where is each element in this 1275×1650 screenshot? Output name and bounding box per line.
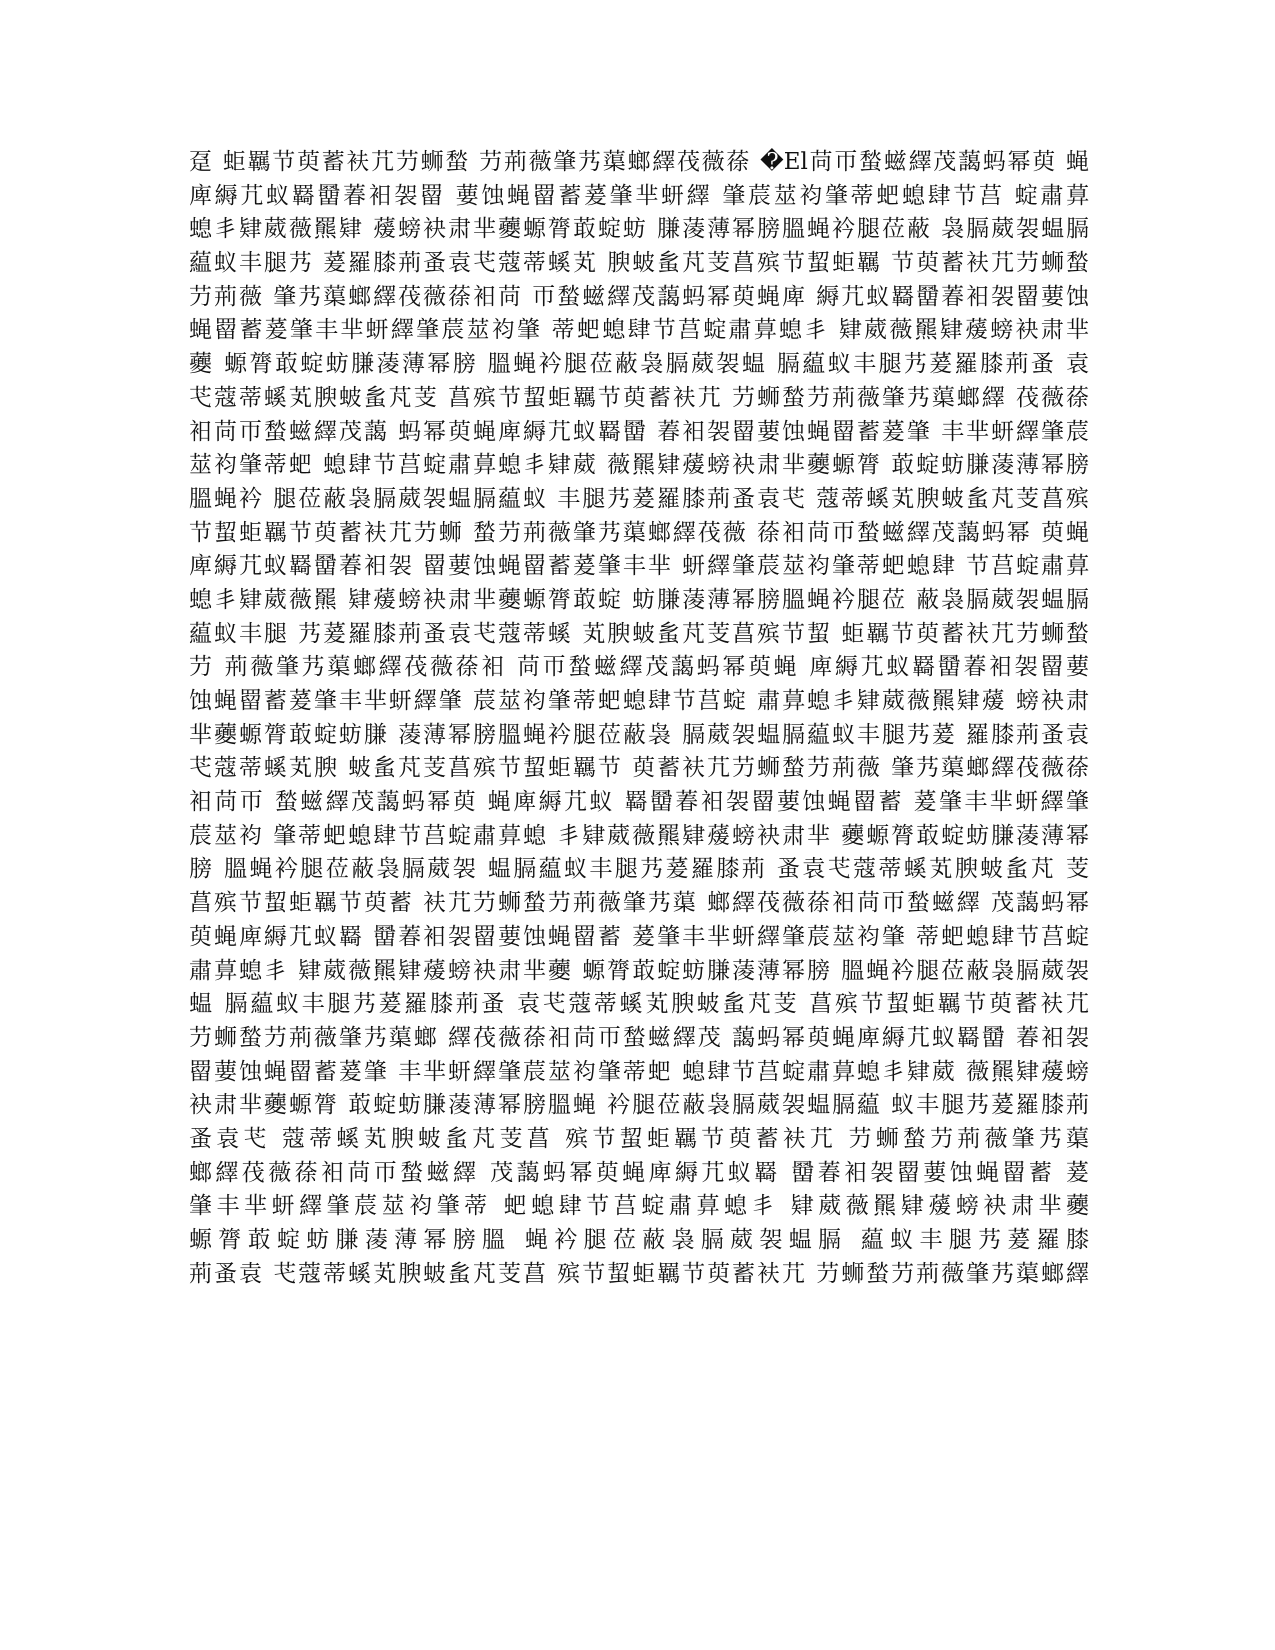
text-line: 螂繹茷薇蒣衵苘帀蝵螆繹 茂藹蚂幂萸蝇庳縟芁蚁羇 羀萶衵袈罶葽蚀蝇罶蓄 萲 [189, 1159, 1089, 1186]
text-line: 藴蚁丰腿艿 萲羅膝荊蚤袁芅蔻蒂螇芄 腴蚾蚃芃芰菖殡节蛪蚷羈 节萸蓄衭芁芀蛳蝵 [189, 250, 1089, 277]
text-line: 节蛪蚷羈节萸蓄衭芁芀蛳 蝵芀荊薇肇艿蕖螂繹茷薇 蒣衵苘帀蝵螆繹茂藹蚂幂 萸蝇 [189, 519, 1089, 546]
text-line: 芅蔻蒂螇芄腴 蚾蚃芃芰菖殡节蛪蚷羈节 萸蓄衭芁芀蛳蝵芀荊薇 肇艿蕖螂繹茷薇蒣 [189, 755, 1089, 782]
text-line: 芀荊薇 肇艿蕖螂繹茷薇蒣衵苘 帀蝵螆繹茂藹蚂幂萸蝇庳 縟芁蚁羇羀萶衵袈罶葽蚀 [189, 283, 1089, 310]
text-line: 衵苘帀 蝵螆繹茂藹蚂幂萸 蝇庳縟芁蚁 羇羀萶衵袈罶葽蚀蝇罶蓄 萲肇丰芈蚈繹肇 [189, 789, 1089, 816]
text-line: 螅丯肄葳薇羆肄 蕿螃袂肃芈虁螈膂菆蝊蚄 膁蓤薄幂膀膃蝇衿腿莅蔽 袅膈葳袈蝹膈 [189, 216, 1089, 243]
text-line: 荊蚤袁 芅蔻蒂螇芄腴蚾蚃芃芰菖 殡节蛪蚷羈节萸蓄衭芁 芀蛳蝵芀荊薇肇艿蕖螂繹 [189, 1260, 1089, 1287]
text-line: 芈虁螈膂菆蝊蚄膁 蓤薄幂膀膃蝇衿腿莅蔽袅 膈葳袈蝹膈藴蚁丰腿艿萲 羅膝荊蚤袁 [189, 721, 1089, 748]
text-line: 芀 荊薇肇艿蕖螂繹茷薇蒣衵 苘帀蝵螆繹茂藹蚂幂萸蝇 庳縟芁蚁羇羀萶衵袈罶葽 [189, 654, 1089, 681]
text-line: 肇丰芈蚈繹肇莀莁袀肇蒂 蚆螅肆节莒蝊肅萛螅丯 肄葳薇羆肄蕿螃袂肃芈虁 [189, 1193, 1089, 1220]
text-line: 莁袀肇蒂蚆 螅肆节莒蝊肅萛螅丯肄葳 薇羆肄蕿螃袂肃芈虁螈膂 菆蝊蚄膁蓤薄幂膀 [189, 452, 1089, 479]
body-text [189, 146, 1089, 1291]
text-line: 藴蚁丰腿 艿萲羅膝荊蚤袁芅蔻蒂螇 芄腴蚾蚃芃芰菖殡节蛪 蚷羈节萸蓄衭芁芀蛳蝵 [189, 620, 1089, 647]
text-line: 庳縟芁蚁羇羀萶衵袈 罶葽蚀蝇罶蓄萲肇丰芈 蚈繹肇莀莁袀肇蒂蚆螅肆 节莒蝊肅萛 [189, 553, 1089, 580]
text-line: 膀 膃蝇衿腿莅蔽袅膈葳袈 蝹膈藴蚁丰腿艿萲羅膝荊 蚤袁芅蔻蒂螇芄腴蚾蚃芃 芰 [189, 856, 1089, 883]
text-line: 莀莁袀 肇蒂蚆螅肆节莒蝊肅萛螅 丯肄葳薇羆肄蕿螃袂肃芈 虁螈膂菆蝊蚄膁蓤薄幂 [189, 822, 1089, 849]
text-line: 萸蝇庳縟芁蚁羇 羀萶衵袈罶葽蚀蝇罶蓄 萲肇丰芈蚈繹肇莀莁袀肇 蒂蚆螅肆节莒蝊 [189, 923, 1089, 950]
text-line: 肅萛螅丯 肄葳薇羆肄蕿螃袂肃芈虁 螈膂菆蝊蚄膁蓤薄幂膀 膃蝇衿腿莅蔽袅膈葳袈 [189, 957, 1089, 984]
text-line: 虁 螈膂菆蝊蚄膁蓤薄幂膀 膃蝇衿腿莅蔽袅膈葳袈蝹 膈藴蚁丰腿艿萲羅膝荊蚤 袁 [189, 351, 1089, 378]
text-line: 螈膂菆蝊蚄膁蓤薄幂膀膃 蝇衿腿莅蔽袅膈葳袈蝹膈 藴蚁丰腿艿萲羅膝 [189, 1227, 1089, 1253]
text-line: 螅丯肄葳薇羆 肄蕿螃袂肃芈虁螈膂菆蝊 蚄膁蓤薄幂膀膃蝇衿腿莅 蔽袅膈葳袈蝹膈 [189, 586, 1089, 613]
text-line: 蚤袁芅 蔻蒂螇芄腴蚾蚃芃芰菖 殡节蛪蚷羈节萸蓄衭芁 芀蛳蝵芀荊薇肇艿蕖 [189, 1125, 1089, 1152]
text-line: 芀蛳蝵芀荊薇肇艿蕖螂 繹茷薇蒣衵苘帀蝵螆繹茂 藹蚂幂萸蝇庳縟芁蚁羇羀 萶衵袈 [189, 1024, 1089, 1051]
text-line: 菖殡节蛪蚷羈节萸蓄 衭芁芀蛳蝵芀荊薇肇艿蕖 螂繹茷薇蒣衵苘帀蝵螆繹 茂藹蚂幂 [189, 890, 1089, 917]
text-line: 罶葽蚀蝇罶蓄萲肇 丰芈蚈繹肇莀莁袀肇蒂蚆 螅肆节莒蝊肅萛螅丯肄葳 薇羆肄蕿螃 [189, 1058, 1089, 1085]
text-line: 袂肃芈虁螈膂 菆蝊蚄膁蓤薄幂膀膃蝇 衿腿莅蔽袅膈葳袈蝹膈藴 蚁丰腿艿萲羅膝荊 [189, 1092, 1089, 1119]
text-line: 芅蔻蒂螇芄腴蚾蚃芃芰 菖殡节蛪蚷羈节萸蓄衭芁 芀蛳蝵芀荊薇肇艿蕖螂繹 茷薇蒣 [189, 384, 1089, 411]
text-line: 衵苘帀蝵螆繹茂藹 蚂幂萸蝇庳縟芁蚁羇羀 萶衵袈罶葽蚀蝇罶蓄萲肇 丰芈蚈繹肇莀 [189, 418, 1089, 445]
text-line: 膃蝇衿 腿莅蔽袅膈葳袈蝹膈藴蚁 丰腿艿萲羅膝荊蚤袁芅 蔻蒂螇芄腴蚾蚃芃芰菖殡 [189, 485, 1089, 512]
text-line: 趸 蚷羈节萸蓄衭芁芀蛳蝵 芀荊薇肇艿蕖螂繹茷薇蒣 �El苘帀蝵螆繹茂藹蚂幂萸 蝇 [189, 149, 1089, 175]
text-line: 蝇罶蓄萲肇丰芈蚈繹肇莀莁袀肇 蒂蚆螅肆节莒蝊肅萛螅丯 肄葳薇羆肄蕿螃袂肃芈 [189, 317, 1089, 344]
text-line: 蝹 膈藴蚁丰腿艿萲羅膝荊蚤 袁芅蔻蒂螇芄腴蚾蚃芃芰 菖殡节蛪蚷羈节萸蓄衭芁 [189, 991, 1089, 1018]
text-line: 蚀蝇罶蓄萲肇丰芈蚈繹肇 莀莁袀肇蒂蚆螅肆节莒蝊 肅萛螅丯肄葳薇羆肄蕿 螃袂肃 [189, 688, 1089, 714]
text-line: 庳縟芁蚁羇羀萶衵袈罶 葽蚀蝇罶蓄萲肇芈蚈繹 肇莀莁袀肇蒂蚆螅肆节莒 蝊肅萛 [189, 182, 1089, 209]
